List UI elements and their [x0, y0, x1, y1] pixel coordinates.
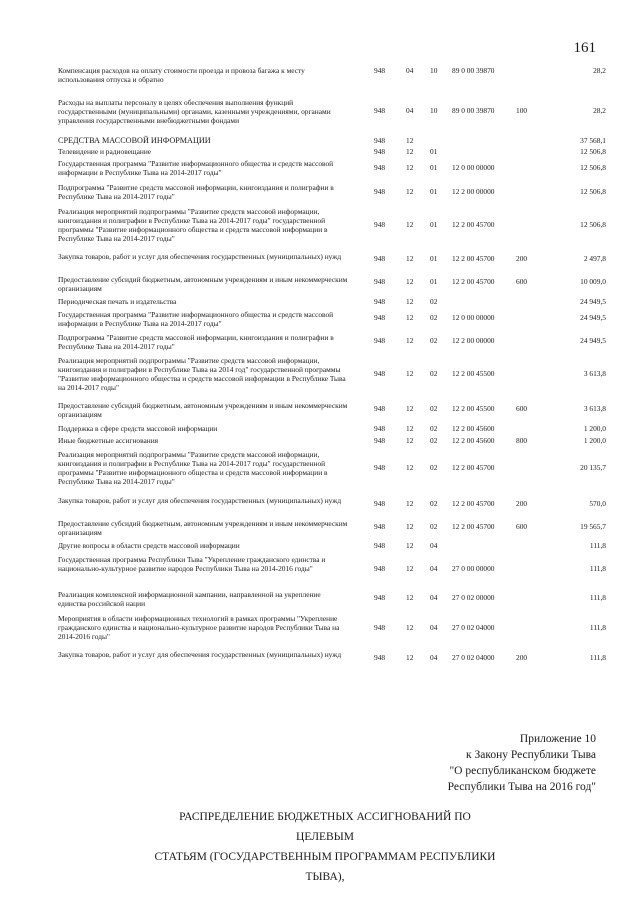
row-description: Предоставление субсидий бюджетным, автономным учреждениям и иным некоммерческим организациям — [58, 519, 348, 537]
row-section-code: 12 — [406, 436, 414, 445]
row-section-code: 04 — [406, 66, 414, 75]
row-amount: 24 949,5 — [580, 297, 606, 306]
row-description: Периодическая печать и издательства — [58, 297, 177, 306]
row-target-article: 12 2 00 45500 — [452, 369, 495, 378]
budget-table — [58, 66, 606, 662]
row-target-article: 27 0 02 00000 — [452, 593, 495, 602]
row-ministry-code: 948 — [374, 653, 386, 662]
row-expense-type: 800 — [516, 436, 528, 445]
row-target-article: 89 0 00 39870 — [452, 106, 495, 115]
row-section-code: 12 — [406, 220, 414, 229]
row-section-code: 12 — [406, 136, 414, 145]
row-section-code: 12 — [406, 623, 414, 632]
row-amount: 2 497,8 — [583, 254, 606, 263]
row-amount: 37 568,1 — [580, 136, 606, 145]
row-subsection-code: 04 — [430, 564, 438, 573]
table-row — [58, 496, 606, 518]
row-description: Закупка товаров, работ и услуг для обеспечения государственных (муниципальных) нужд — [58, 496, 342, 505]
row-section-code: 12 — [406, 254, 414, 263]
row-ministry-code: 948 — [374, 541, 386, 550]
row-amount: 20 135,7 — [580, 463, 606, 472]
row-ministry-code: 948 — [374, 220, 386, 229]
row-description: Реализация мероприятий подпрограммы "Развитие средств массовой информации, книгоиздания и полиграфии в Республике Тыва на 2014 год" государственной программы "Развитие информационного общества и средств массовой информации в Республике Тыва на 2014-2017 годы" — [58, 356, 346, 392]
row-subsection-code: 10 — [430, 106, 438, 115]
row-section-code: 12 — [406, 541, 414, 550]
row-target-article: 12 0 00 00000 — [452, 163, 495, 172]
row-ministry-code: 948 — [374, 136, 386, 145]
row-expense-type: 600 — [516, 404, 528, 413]
row-expense-type: 200 — [516, 653, 528, 662]
appendix-line: "О республиканском бюджете — [449, 765, 596, 777]
document-heading — [150, 807, 500, 887]
row-ministry-code: 948 — [374, 313, 386, 322]
row-description: Предоставление субсидий бюджетным, автономным учреждениям и иным некоммерческим организациям — [58, 401, 348, 419]
row-amount: 24 949,5 — [580, 313, 606, 322]
row-amount: 12 506,8 — [580, 147, 606, 156]
row-description: Реализация комплексной информационной кампании, направленной на укрепление единства российской нации — [58, 590, 321, 608]
row-target-article: 12 2 00 00000 — [452, 187, 495, 196]
table-row — [58, 590, 606, 612]
table-row — [58, 614, 606, 647]
table-row — [58, 519, 606, 541]
row-amount: 111,8 — [589, 623, 606, 632]
row-subsection-code: 01 — [430, 220, 438, 229]
row-target-article: 12 2 00 45700 — [452, 277, 495, 286]
row-amount: 19 565,7 — [580, 522, 606, 531]
row-subsection-code: 01 — [430, 163, 438, 172]
row-section-code: 12 — [406, 593, 414, 602]
row-target-article: 27 0 02 04000 — [452, 623, 495, 632]
row-description: Государственная программа "Развитие информационного общества и средств массовой информации в Республике Тыва на 2014-2017 годы" — [58, 310, 334, 328]
appendix-line: Приложение 10 — [519, 733, 596, 745]
row-subsection-code: 10 — [430, 66, 438, 75]
row-subsection-code: 02 — [430, 404, 438, 413]
table-row — [58, 650, 606, 672]
row-section-code: 12 — [406, 463, 414, 472]
row-subsection-code: 01 — [430, 277, 438, 286]
row-target-article: 27 0 00 00000 — [452, 564, 495, 573]
table-row — [58, 275, 606, 297]
row-section-code: 12 — [406, 336, 414, 345]
row-ministry-code: 948 — [374, 369, 386, 378]
row-description: Подпрограмма "Развитие средств массовой информации, книгоиздания и полиграфии в Республике Тыва на 2014-2017 годы" — [58, 183, 334, 201]
row-section-code: 12 — [406, 499, 414, 508]
row-amount: 111,8 — [589, 541, 606, 550]
row-section-code: 12 — [406, 163, 414, 172]
table-row — [58, 66, 606, 88]
row-expense-type: 200 — [516, 254, 528, 263]
row-amount: 28,2 — [593, 66, 606, 75]
row-ministry-code: 948 — [374, 147, 386, 156]
row-amount: 10 009,0 — [580, 277, 606, 286]
row-description: Компенсация расходов на оплату стоимости проезда и провоза багажа к месту использования отпуска и обратно — [58, 66, 305, 84]
row-ministry-code: 948 — [374, 463, 386, 472]
row-subsection-code: 01 — [430, 187, 438, 196]
row-description: Государственная программа "Развитие информационного общества и средств массовой информации в Республике Тыва на 2014-2017 годы" — [58, 159, 334, 177]
row-amount: 111,8 — [589, 653, 606, 662]
row-section-code: 12 — [406, 564, 414, 573]
row-target-article: 12 2 00 45700 — [452, 499, 495, 508]
table-row — [58, 356, 606, 400]
row-target-article: 12 2 00 45600 — [452, 424, 495, 433]
row-ministry-code: 948 — [374, 522, 386, 531]
row-ministry-code: 948 — [374, 623, 386, 632]
row-amount: 111,8 — [589, 564, 606, 573]
appendix-line: к Закону Республики Тыва — [466, 749, 596, 761]
row-ministry-code: 948 — [374, 187, 386, 196]
row-subsection-code: 02 — [430, 522, 438, 531]
table-row — [58, 401, 606, 423]
appendix-line: Республики Тыва на 2016 год" — [447, 781, 596, 793]
row-expense-type: 600 — [516, 277, 528, 286]
heading-line: РАСПРЕДЕЛЕНИЕ БЮДЖЕТНЫХ АССИГНОВАНИЙ ПО ЦЕЛЕВЫМ — [179, 811, 471, 843]
row-ministry-code: 948 — [374, 404, 386, 413]
row-target-article: 89 0 00 39870 — [452, 66, 495, 75]
row-subsection-code: 01 — [430, 147, 438, 156]
row-subsection-code: 02 — [430, 297, 438, 306]
row-target-article: 12 0 00 00000 — [452, 313, 495, 322]
row-ministry-code: 948 — [374, 254, 386, 263]
row-section-code: 12 — [406, 424, 414, 433]
row-target-article: 12 2 00 45500 — [452, 404, 495, 413]
row-ministry-code: 948 — [374, 277, 386, 286]
row-description: Закупка товаров, работ и услуг для обеспечения государственных (муниципальных) нужд — [58, 252, 342, 261]
row-ministry-code: 948 — [374, 66, 386, 75]
row-target-article: 12 2 00 00000 — [452, 336, 495, 345]
row-subsection-code: 01 — [430, 254, 438, 263]
table-row — [58, 424, 606, 436]
row-section-code: 12 — [406, 277, 414, 286]
row-ministry-code: 948 — [374, 106, 386, 115]
row-target-article: 12 2 00 45700 — [452, 522, 495, 531]
row-section-code: 12 — [406, 653, 414, 662]
row-amount: 1 200,0 — [583, 436, 606, 445]
table-row — [58, 136, 606, 146]
row-expense-type: 100 — [516, 106, 528, 115]
row-subsection-code: 02 — [430, 463, 438, 472]
row-description: Иные бюджетные ассигнования — [58, 436, 159, 445]
row-amount: 24 949,5 — [580, 336, 606, 345]
table-row — [58, 450, 606, 494]
row-target-article: 12 2 00 45700 — [452, 463, 495, 472]
row-section-code: 12 — [406, 369, 414, 378]
row-ministry-code: 948 — [374, 436, 386, 445]
row-subsection-code: 04 — [430, 541, 438, 550]
table-row — [58, 333, 606, 355]
row-description: Другие вопросы в области средств массовой информации — [58, 541, 240, 550]
appendix-note — [448, 731, 596, 795]
row-description: Предоставление субсидий бюджетным, автономным учреждениям и иным некоммерческим организациям — [58, 275, 348, 293]
row-section-code: 12 — [406, 187, 414, 196]
row-expense-type: 600 — [516, 522, 528, 531]
table-row — [58, 98, 606, 134]
table-row — [58, 436, 606, 448]
row-amount: 28,2 — [593, 106, 606, 115]
row-target-article: 12 2 00 45600 — [452, 436, 495, 445]
row-subsection-code: 02 — [430, 436, 438, 445]
row-subsection-code: 04 — [430, 593, 438, 602]
row-ministry-code: 948 — [374, 163, 386, 172]
row-description: Закупка товаров, работ и услуг для обеспечения государственных (муниципальных) нужд — [58, 650, 342, 659]
row-description: Реализация мероприятий подпрограммы "Развитие средств массовой информации, книгоиздания и полиграфии в Республике Тыва на 2014-2017 годы" государственной программы "Развитие информационного общества и средств массовой информации в Республике Тыва на 2014-2017 годы" — [58, 207, 328, 243]
row-section-code: 12 — [406, 313, 414, 322]
row-target-article: 27 0 02 04000 — [452, 653, 495, 662]
row-ministry-code: 948 — [374, 297, 386, 306]
row-section-code: 12 — [406, 404, 414, 413]
row-ministry-code: 948 — [374, 499, 386, 508]
row-section-code: 12 — [406, 522, 414, 531]
row-ministry-code: 948 — [374, 424, 386, 433]
page-number: 161 — [573, 40, 596, 56]
row-amount: 12 506,8 — [580, 163, 606, 172]
row-description: Расходы на выплаты персоналу в целях обеспечения выполнения функций государственными (муниципальными) органами, казенными учреждениями, органами управления государственными внебюджетными фондами — [58, 98, 331, 125]
heading-line: СТАТЬЯМ (ГОСУДАРСТВЕННЫМ ПРОГРАММАМ РЕСПУБЛИКИ ТЫВА), — [154, 851, 496, 883]
table-row — [58, 555, 606, 588]
row-subsection-code: 02 — [430, 369, 438, 378]
section-title: СРЕДСТВА МАССОВОЙ ИНФОРМАЦИИ — [58, 136, 211, 145]
row-ministry-code: 948 — [374, 564, 386, 573]
row-expense-type: 200 — [516, 499, 528, 508]
row-section-code: 12 — [406, 297, 414, 306]
row-ministry-code: 948 — [374, 336, 386, 345]
row-subsection-code: 04 — [430, 653, 438, 662]
row-amount: 1 200,0 — [583, 424, 606, 433]
row-description: Подпрограмма "Развитие средств массовой информации, книгоиздания и полиграфии в Республике Тыва на 2014-2017 годы" — [58, 333, 334, 351]
row-amount: 570,0 — [589, 499, 606, 508]
row-target-article: 12 2 00 45700 — [452, 220, 495, 229]
row-description: Государственная программа Республики Тыва "Укрепление гражданского единства и национально-культурное развитие народов Республики Тыва на 2014-2016 годы" — [58, 555, 326, 573]
row-amount: 3 613,8 — [583, 404, 606, 413]
row-section-code: 12 — [406, 147, 414, 156]
row-ministry-code: 948 — [374, 593, 386, 602]
row-description: Телевидение и радиовещание — [58, 147, 152, 156]
row-description: Мероприятия в области информационных технологий в рамках программы "Укрепление гражданского единства и национально-культурное развитие народов Республики Тыва на 2014-2016 годы" — [58, 614, 340, 641]
row-subsection-code: 02 — [430, 336, 438, 345]
table-row — [58, 159, 606, 181]
row-amount: 3 613,8 — [583, 369, 606, 378]
row-description: Реализация мероприятий подпрограммы "Развитие средств массовой информации, книгоиздания и полиграфии в Республике Тыва на 2014-2017 годы" государственной программы "Развитие информационного общества и средств массовой информации в Республике Тыва на 2014-2017 годы" — [58, 450, 328, 486]
row-section-code: 04 — [406, 106, 414, 115]
table-row — [58, 310, 606, 332]
table-row — [58, 207, 606, 251]
row-amount: 12 506,8 — [580, 220, 606, 229]
row-subsection-code: 02 — [430, 424, 438, 433]
row-amount: 111,8 — [589, 593, 606, 602]
table-row — [58, 541, 606, 553]
table-row — [58, 297, 606, 309]
table-row — [58, 252, 606, 274]
row-description: Поддержка в сфере средств массовой информации — [58, 424, 218, 433]
row-target-article: 12 2 00 45700 — [452, 254, 495, 263]
table-row — [58, 147, 606, 159]
row-subsection-code: 02 — [430, 313, 438, 322]
row-amount: 12 506,8 — [580, 187, 606, 196]
table-row — [58, 183, 606, 205]
row-subsection-code: 02 — [430, 499, 438, 508]
row-subsection-code: 04 — [430, 623, 438, 632]
